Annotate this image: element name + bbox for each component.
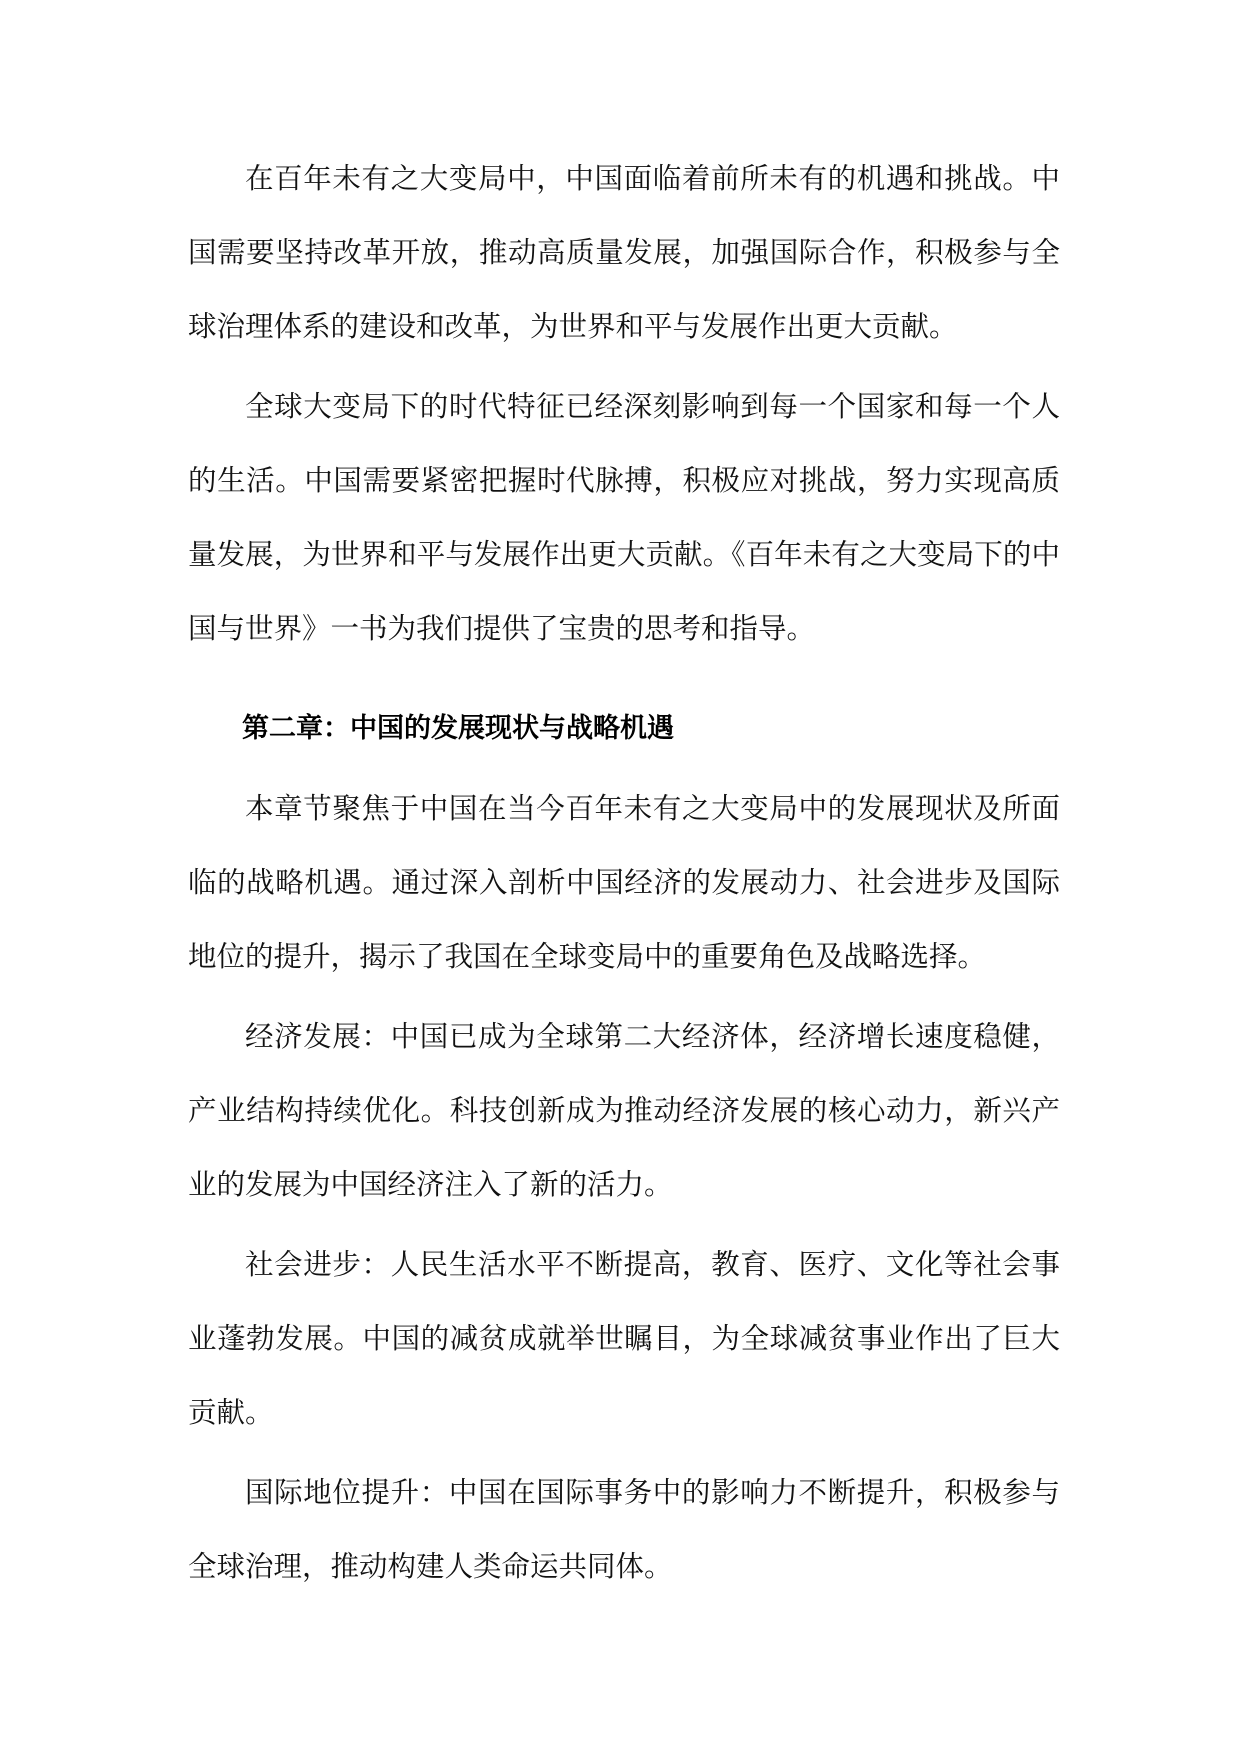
paragraph-economic-development: 经济发展：中国已成为全球第二大经济体，经济增长速度稳健，产业结构持续优化。科技创新成为推动经济发展的核心动力，新兴产业的发展为中国经济注入了新的活力。 bbox=[188, 1020, 1060, 1201]
paragraph-chapter-overview: 本章节聚焦于中国在当今百年未有之大变局中的发展现状及所面临的战略机遇。通过深入剖析中国经济的发展动力、社会进步及国际地位的提升，揭示了我国在全球变局中的重要角色及战略选择。 bbox=[188, 792, 1060, 973]
chapter-heading: 第二章：中国的发展现状与战略机遇 bbox=[242, 713, 674, 744]
paragraph-social-progress: 社会进步：人民生活水平不断提高，教育、医疗、文化等社会事业蓬勃发展。中国的减贫成就举世瞩目，为全球减贫事业作出了巨大贡献。 bbox=[188, 1248, 1060, 1429]
paragraph-intro-2: 全球大变局下的时代特征已经深刻影响到每一个国家和每一个人的生活。中国需要紧密把握时代脉搏，积极应对挑战，努力实现高质量发展，为世界和平与发展作出更大贡献。《百年未有之大变局下的中国与世界》一书为我们提供了宝贵的思考和指导。 bbox=[188, 390, 1060, 645]
paragraph-international-status: 国际地位提升：中国在国际事务中的影响力不断提升，积极参与全球治理，推动构建人类命运共同体。 bbox=[188, 1476, 1060, 1583]
document-body bbox=[188, 142, 1060, 1610]
paragraph-intro-1: 在百年未有之大变局中，中国面临着前所未有的机遇和挑战。中国需要坚持改革开放，推动高质量发展，加强国际合作，积极参与全球治理体系的建设和改革，为世界和平与发展作出更大贡献。 bbox=[188, 162, 1060, 343]
